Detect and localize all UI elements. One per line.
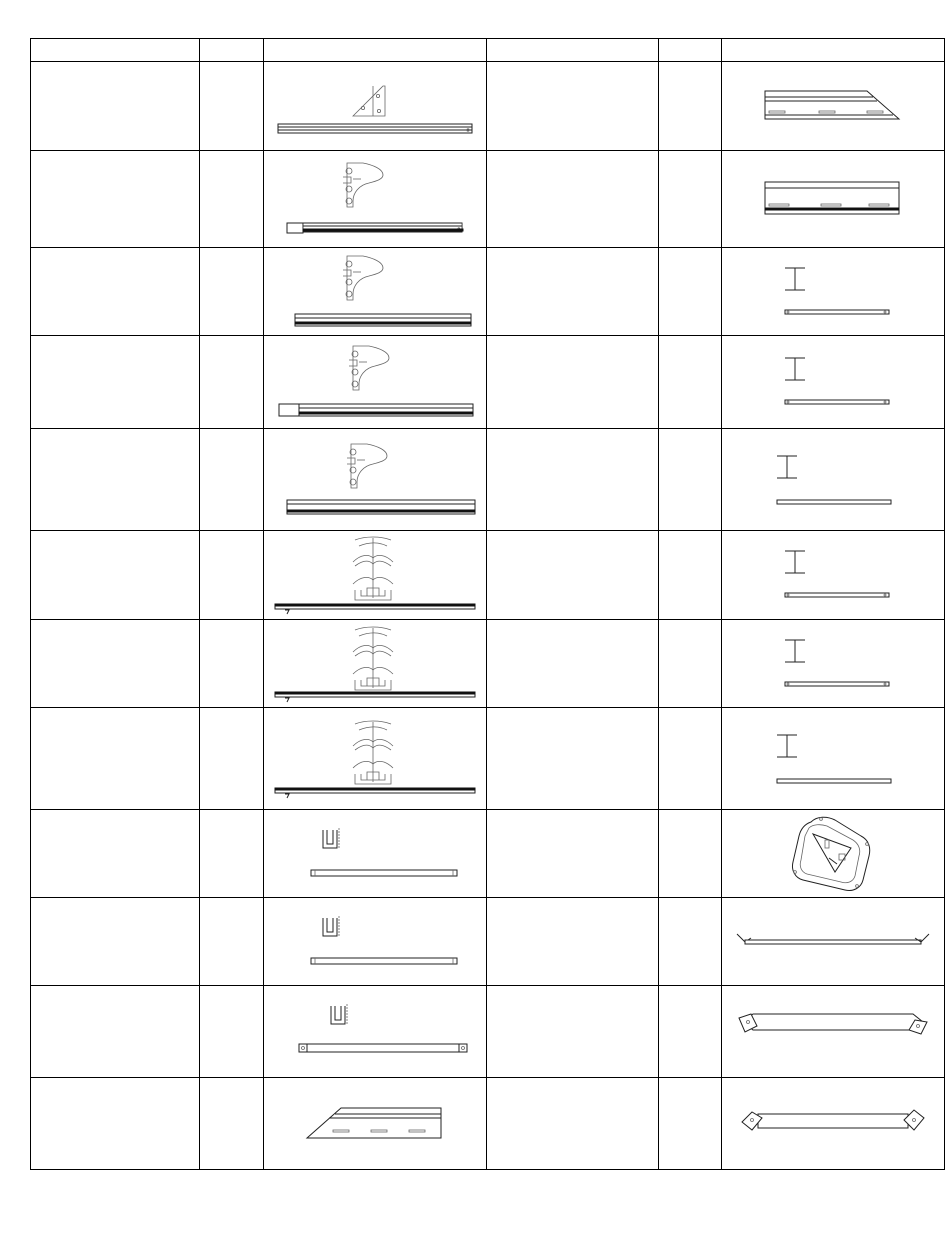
i-section-bar-drawing bbox=[763, 636, 903, 692]
strap-with-bent-tabs-drawing bbox=[738, 1106, 928, 1142]
part-drawing-cell bbox=[264, 898, 487, 986]
quantity-cell bbox=[659, 151, 722, 248]
part-drawing-cell bbox=[264, 62, 487, 151]
part-name-cell bbox=[31, 248, 200, 336]
part-drawing-cell bbox=[722, 248, 945, 336]
part-drawing-cell bbox=[264, 708, 487, 810]
part-drawing-cell bbox=[722, 531, 945, 620]
part-drawing-cell bbox=[264, 531, 487, 620]
part-drawing-cell bbox=[722, 151, 945, 248]
table-row bbox=[31, 429, 945, 531]
part-name-cell bbox=[31, 1078, 200, 1170]
part-drawing-cell bbox=[722, 62, 945, 151]
i-section-bar-drawing bbox=[763, 354, 903, 410]
table-row bbox=[31, 336, 945, 429]
part-name-cell bbox=[31, 336, 200, 429]
table-row bbox=[31, 151, 945, 248]
part-drawing-cell bbox=[264, 620, 487, 708]
quantity-cell bbox=[200, 151, 264, 248]
part-name-cell bbox=[487, 62, 659, 151]
table-row bbox=[31, 810, 945, 898]
table-row bbox=[31, 986, 945, 1078]
quantity-cell bbox=[659, 429, 722, 531]
quantity-cell bbox=[200, 1078, 264, 1170]
bracket-with-rail-drawing bbox=[275, 442, 475, 518]
quantity-cell bbox=[659, 810, 722, 898]
i-section-bar-drawing bbox=[763, 264, 903, 320]
quantity-cell bbox=[200, 986, 264, 1078]
part-drawing-cell bbox=[264, 810, 487, 898]
parts-sheet bbox=[30, 38, 944, 1171]
part-name-cell bbox=[31, 620, 200, 708]
bracket-with-rail-drawing bbox=[275, 254, 475, 330]
quantity-cell bbox=[659, 336, 722, 429]
quantity-cell bbox=[200, 810, 264, 898]
bracket-with-rail-drawing bbox=[275, 161, 475, 237]
part-name-cell bbox=[487, 898, 659, 986]
quantity-cell bbox=[200, 898, 264, 986]
table-row bbox=[31, 708, 945, 810]
header-right-qty bbox=[659, 39, 722, 62]
part-name-cell bbox=[487, 248, 659, 336]
part-name-cell bbox=[487, 429, 659, 531]
u-channel-with-bar-drawing bbox=[275, 912, 475, 972]
part-drawing-cell bbox=[722, 1078, 945, 1170]
quantity-cell bbox=[200, 708, 264, 810]
connector-profile-with-rail-drawing bbox=[273, 534, 477, 616]
header-right-part bbox=[487, 39, 659, 62]
part-name-cell bbox=[487, 531, 659, 620]
quantity-cell bbox=[200, 248, 264, 336]
part-drawing-cell bbox=[722, 620, 945, 708]
part-name-cell bbox=[31, 151, 200, 248]
part-name-cell bbox=[31, 531, 200, 620]
u-channel-with-bar-drawing bbox=[275, 824, 475, 884]
part-drawing-cell bbox=[264, 248, 487, 336]
part-name-cell bbox=[31, 810, 200, 898]
part-drawing-cell bbox=[722, 986, 945, 1078]
bracket-with-rail-drawing bbox=[275, 344, 475, 420]
part-name-cell bbox=[31, 986, 200, 1078]
part-name-cell bbox=[31, 62, 200, 151]
quantity-cell bbox=[200, 620, 264, 708]
connector-profile-with-rail-drawing bbox=[273, 718, 477, 800]
box-panel-drawing bbox=[763, 180, 903, 218]
u-channel-with-bar-drawing bbox=[275, 1004, 475, 1060]
gusset-plate-with-rail-drawing bbox=[275, 74, 475, 138]
bar-with-angled-ends-drawing bbox=[733, 930, 933, 954]
strap-with-bent-tabs-drawing bbox=[733, 1012, 933, 1052]
table-row bbox=[31, 898, 945, 986]
i-section-bar-drawing bbox=[763, 547, 903, 603]
part-drawing-cell bbox=[264, 151, 487, 248]
parts-table bbox=[30, 38, 945, 1170]
part-name-cell bbox=[487, 708, 659, 810]
part-name-cell bbox=[487, 1078, 659, 1170]
quantity-cell bbox=[200, 531, 264, 620]
quantity-cell bbox=[659, 62, 722, 151]
header-right-drawing bbox=[722, 39, 945, 62]
header-left-part bbox=[31, 39, 200, 62]
part-name-cell bbox=[487, 986, 659, 1078]
quantity-cell bbox=[200, 336, 264, 429]
quantity-cell bbox=[659, 1078, 722, 1170]
part-name-cell bbox=[487, 151, 659, 248]
table-row bbox=[31, 62, 945, 151]
table-header-row bbox=[31, 39, 945, 62]
i-section-bar-drawing bbox=[763, 450, 903, 510]
corner-plate-drawing bbox=[773, 814, 893, 894]
part-name-cell bbox=[487, 810, 659, 898]
quantity-cell bbox=[659, 708, 722, 810]
table-row bbox=[31, 620, 945, 708]
quantity-cell bbox=[200, 429, 264, 531]
i-section-bar-drawing bbox=[763, 729, 903, 789]
part-drawing-cell bbox=[264, 429, 487, 531]
part-drawing-cell bbox=[264, 1078, 487, 1170]
part-drawing-cell bbox=[722, 708, 945, 810]
header-left-qty bbox=[200, 39, 264, 62]
quantity-cell bbox=[659, 986, 722, 1078]
part-name-cell bbox=[487, 620, 659, 708]
connector-profile-with-rail-drawing bbox=[273, 624, 477, 704]
table-row bbox=[31, 248, 945, 336]
quantity-cell bbox=[200, 62, 264, 151]
part-name-cell bbox=[31, 898, 200, 986]
part-drawing-cell bbox=[264, 336, 487, 429]
quantity-cell bbox=[659, 898, 722, 986]
part-name-cell bbox=[31, 429, 200, 531]
part-name-cell bbox=[487, 336, 659, 429]
part-drawing-cell bbox=[264, 986, 487, 1078]
part-drawing-cell bbox=[722, 898, 945, 986]
angled-panel-drawing bbox=[763, 89, 903, 123]
quantity-cell bbox=[659, 248, 722, 336]
part-drawing-cell bbox=[722, 336, 945, 429]
part-drawing-cell bbox=[722, 429, 945, 531]
angled-panel-drawing bbox=[305, 1106, 445, 1142]
table-row bbox=[31, 531, 945, 620]
part-name-cell bbox=[31, 708, 200, 810]
table-row bbox=[31, 1078, 945, 1170]
header-left-drawing bbox=[264, 39, 487, 62]
quantity-cell bbox=[659, 620, 722, 708]
part-drawing-cell bbox=[722, 810, 945, 898]
quantity-cell bbox=[659, 531, 722, 620]
